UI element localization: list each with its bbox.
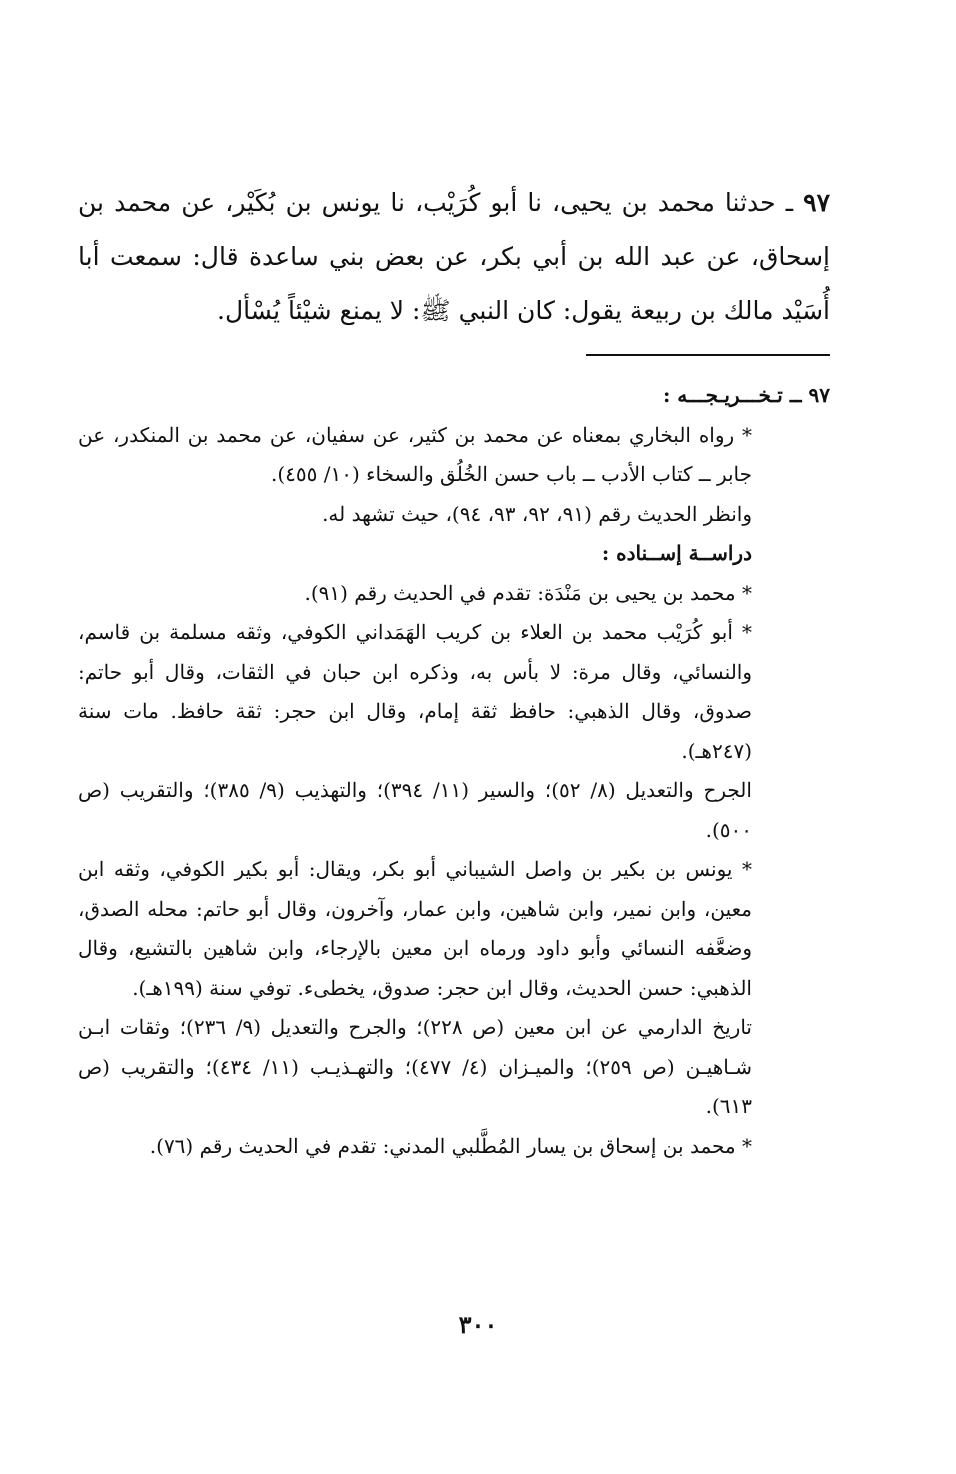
isnad-paragraph: * محمد بن إسحاق بن يسار المُطَّلبي المدني: تقدم في الحديث رقم (٧٦). — [149, 1133, 752, 1158]
hadith-text — [78, 176, 830, 338]
footnotes-body — [78, 416, 752, 1167]
hadith-number: ٩٧ — [803, 188, 830, 217]
hadith-body: ـ حدثنا محمد بن يحيى، نا أبو كُرَيْب، نا يونس بن بُكَيْر، عن محمد بن إسحاق، عن عبد الله بن أبي بكر، عن بعض بني ساعدة قال: سمعت أبا أُسَيْد مالك بن ربيعة يقول: كان النبي ﷺ: لا يمنع شيْئاً يُسْأل. — [78, 188, 830, 325]
takhrij-paragraph: وانظر الحديث رقم (٩١، ٩٢، ٩٣، ٩٤)، حيث تشهد له. — [322, 501, 752, 526]
isnad-paragraph: تاريخ الدارمي عن ابن معين (ص ٢٢٨)؛ والجرح والتعديل (٩/ ٢٣٦)؛ وثقات ابـن شـاهيـن (ص ٢٥٩)؛ والميـزان (٤/ ٤٧٧)؛ والتهـذيـب (١١/ ٤٣٤)؛ والتقريب (ص ٦١٣). — [78, 1015, 752, 1118]
footnotes — [78, 376, 830, 1166]
isnad-paragraph: * محمد بن يحيى بن مَنْدَة: تقدم في الحديث رقم (٩١). — [304, 580, 752, 605]
takhrij-paragraph: * رواه البخاري بمعناه عن محمد بن كثير، عن سفيان، عن محمد بن المنكدر، عن جابر ــ كتاب الأدب ــ باب حسن الخُلُق والسخاء (١٠/ ٤٥٥). — [78, 422, 752, 486]
isnad-heading: دراســة إســناده : — [601, 541, 752, 565]
isnad-paragraph: الجرح والتعديل (٨/ ٥٢)؛ والسير (١١/ ٣٩٤)؛ والتهذيب (٩/ ٣٨٥)؛ والتقريب (ص ٥٠٠). — [78, 778, 752, 842]
takhrij-heading: ٩٧ ــ تـخـــريـجـــه : — [662, 383, 830, 407]
isnad-paragraph: * يونس بن بكير بن واصل الشيباني أبو بكر، ويقال: أبو بكير الكوفي، وثقه ابن معين، وابن نمير، وابن شاهين، وابن عمار، وآخرون، وقال أبو حاتم: محله الصدق، وضعَّفه النسائي وأبو داود ورماه ابن معين بالإرجاء، وابن شاهين بالتشيع، وقال الذهبي: حسن الحديث، وقال ابن حجر: صدوق، يخطىء. توفي سنة (١٩٩هـ). — [78, 857, 752, 1000]
isnad-paragraph: * أبو كُرَيْب محمد بن العلاء بن كريب الهَمَداني الكوفي، وثقه مسلمة بن قاسم، والنسائي، وقال مرة: لا بأس به، وذكره ابن حبان في الثقات، وقال أبو حاتم: صدوق، وقال الذهبي: حافظ ثقة إمام، وقال ابن حجر: ثقة حافظ. مات سنة (٢٤٧هـ). — [78, 620, 752, 763]
page-number: ٣٠٠ — [458, 1310, 498, 1339]
footnote-separator — [586, 354, 830, 356]
